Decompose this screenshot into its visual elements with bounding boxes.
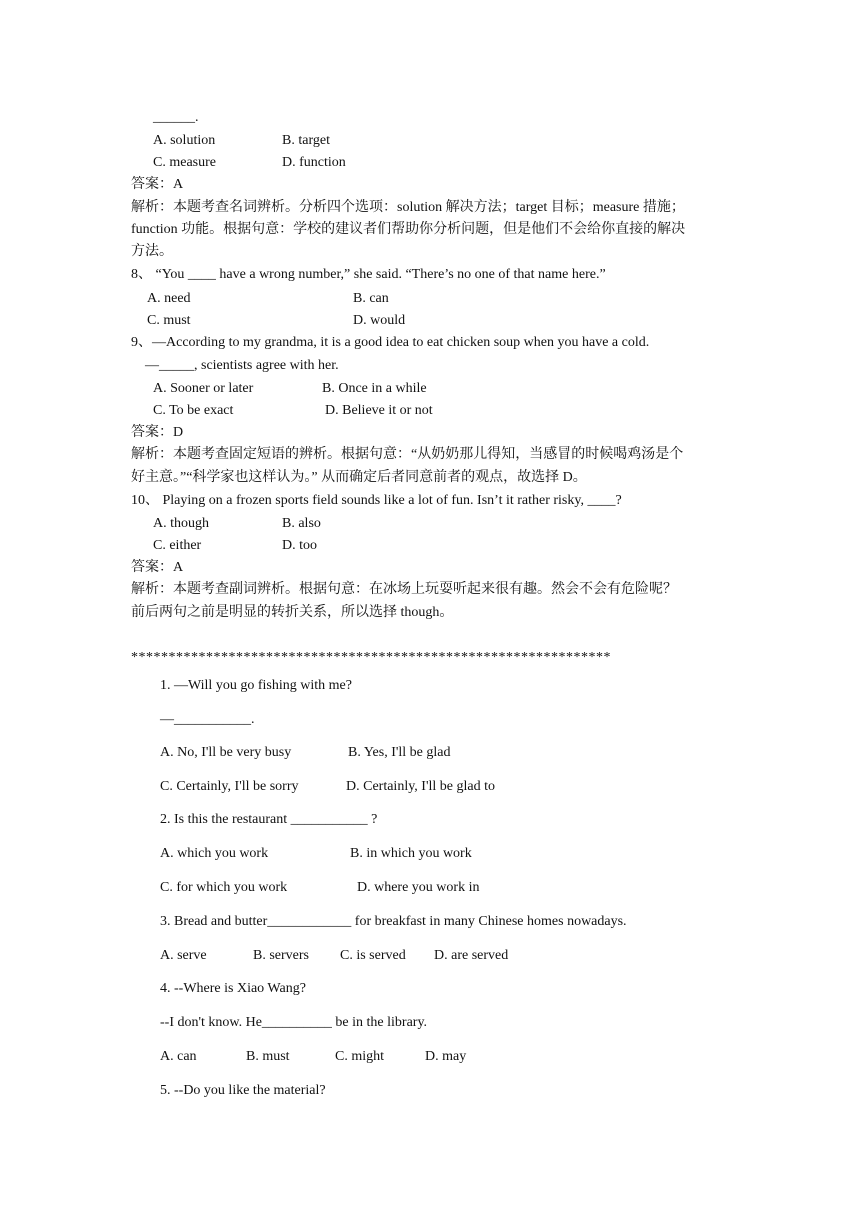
q9-reply: —_____, scientists agree with her.: [145, 358, 339, 373]
p2-q2-option-b: B. in which you work: [350, 846, 472, 861]
q7-option-d: D. function: [282, 155, 346, 170]
p2-q1-question: 1. —Will you go fishing with me?: [160, 678, 352, 693]
p2-q2-option-c: C. for which you work: [160, 880, 288, 895]
q8-question: 8、 “You ____ have a wrong number,” she said. “There’s no one of that name here.”: [131, 267, 606, 282]
p2-q2-option-d: D. where you work in: [357, 880, 480, 895]
q10-question: 10、 Playing on a frozen sports field sounds like a lot of fun. Isn’t it rather risky, ____?: [131, 493, 622, 508]
q10-answer: 答案：A: [131, 560, 184, 575]
p2-q4-option-b: B. must: [246, 1049, 290, 1064]
p2-q2-option-a: A. which you work: [160, 846, 269, 861]
p2-q4-reply: --I don't know. He__________ be in the library.: [160, 1015, 428, 1030]
q9-analysis-line-2: 好主意。”“科学家也这样认为。” 从而确定后者同意前者的观点，故选择 D。: [131, 470, 587, 485]
q7-analysis-line-3: 方法。: [131, 244, 173, 259]
q8-option-d: D. would: [353, 313, 406, 328]
q7-option-c: C. measure: [153, 155, 216, 170]
q10-option-c: C. either: [153, 538, 202, 553]
q9-option-b: B. Once in a while: [322, 381, 427, 396]
p2-q3-option-b: B. servers: [253, 948, 309, 963]
p2-q1-option-d: D. Certainly, I'll be glad to: [346, 779, 495, 794]
q9-option-c: C. To be exact: [153, 403, 234, 418]
q7-analysis-line-2: function 功能。根据句意：学校的建议者们帮助你分析问题，但是他们不会给你直接的解决: [131, 222, 686, 237]
p2-q1-option-c: C. Certainly, I'll be sorry: [160, 779, 299, 794]
q7-answer: 答案：A: [131, 177, 184, 192]
p2-q1-option-b: B. Yes, I'll be glad: [348, 745, 451, 760]
p2-q3-question: 3. Bread and butter____________ for breakfast in many Chinese homes nowadays.: [160, 914, 627, 929]
q7-option-a: A. solution: [153, 133, 216, 148]
q9-question: 9、—According to my grandma, it is a good idea to eat chicken soup when you have a cold.: [131, 335, 650, 350]
p2-q1-option-a: A. No, I'll be very busy: [160, 745, 292, 760]
q10-option-b: B. also: [282, 516, 321, 531]
q10-option-a: A. though: [153, 516, 209, 531]
p2-q4-option-d: D. may: [425, 1049, 467, 1064]
q10-option-d: D. too: [282, 538, 317, 553]
q8-option-b: B. can: [353, 291, 389, 306]
p2-q3-option-d: D. are served: [434, 948, 509, 963]
q10-analysis-line-2: 前后两句之前是明显的转折关系，所以选择 though。: [131, 605, 454, 620]
p2-q3-option-a: A. serve: [160, 948, 207, 963]
q10-analysis-line-1: 解析：本题考查副词辨析。根据句意：在冰场上玩耍听起来很有趣。然会不会有危险呢？: [131, 582, 677, 597]
q9-option-a: A. Sooner or later: [153, 381, 254, 396]
p2-q4-option-a: A. can: [160, 1049, 197, 1064]
p2-q4-option-c: C. might: [335, 1049, 385, 1064]
q7-blank: ______.: [153, 110, 199, 125]
p2-q1-reply: —___________.: [160, 712, 255, 727]
p2-q4-question: 4. --Where is Xiao Wang?: [160, 981, 306, 996]
p2-q5-question: 5. --Do you like the material?: [160, 1083, 326, 1098]
q9-answer: 答案：D: [131, 425, 184, 440]
q7-analysis-line-1: 解析：本题考查名词辨析。分析四个选项：solution 解决方法；target 目标；measure 措施；: [131, 200, 685, 215]
q7-option-b: B. target: [282, 133, 330, 148]
q8-option-c: C. must: [147, 313, 191, 328]
q9-option-d: D. Believe it or not: [325, 403, 433, 418]
q9-analysis-line-1: 解析：本题考查固定短语的辨析。根据句意：“从奶奶那儿得知，当感冒的时候喝鸡汤是个: [131, 447, 684, 462]
q8-option-a: A. need: [147, 291, 191, 306]
p2-q3-option-c: C. is served: [340, 948, 406, 963]
section-divider: ****************************************************************: [131, 650, 611, 665]
p2-q2-question: 2. Is this the restaurant ___________ ?: [160, 812, 378, 827]
